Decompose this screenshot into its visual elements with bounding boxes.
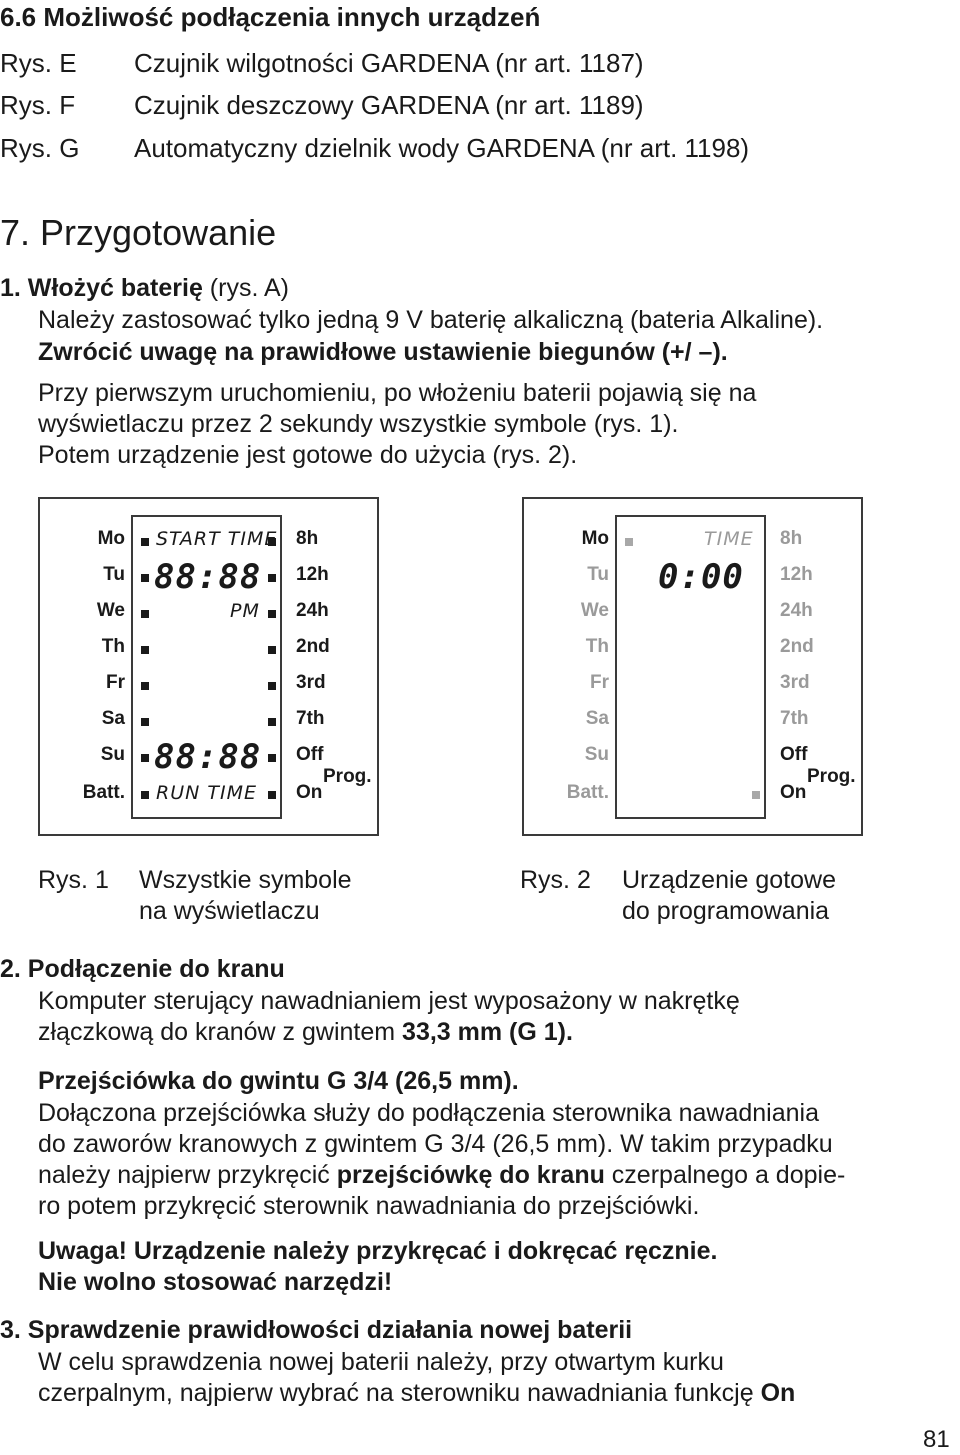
step-1-line-1: Należy zastosować tylko jedną 9 V baterię alkaliczną (bateria Alkaline). (38, 306, 824, 334)
ref-row-f-label: Rys. F (0, 90, 76, 120)
step-1-para-line: Potem urządzenie jest gotowe do użycia (rys. 2). (38, 441, 578, 469)
day-label: Th (585, 636, 609, 657)
day-indicator-icon (141, 718, 149, 726)
day-label: Fr (590, 672, 609, 693)
prog-label: Prog. (807, 766, 856, 787)
day-indicator-icon (141, 610, 149, 618)
ref-row-f-text: Czujnik deszczowy GARDENA (nr art. 1189) (134, 90, 644, 120)
mode-indicator-icon (268, 791, 276, 799)
day-label: We (580, 600, 609, 621)
adapter-line: Dołączona przejściówka służy do podłączenia sterownika nawadniania (38, 1099, 819, 1127)
step-1-para-line: Przy pierwszym uruchomieniu, po włożeniu baterii pojawią się na (38, 379, 757, 407)
page-number: 81 (923, 1426, 950, 1453)
mode-label: 3rd (780, 672, 810, 693)
time-label: TIME (704, 528, 754, 550)
day-label: Sa (101, 708, 125, 729)
day-label: Mo (97, 528, 125, 549)
time-digits: 0:00 (658, 557, 744, 597)
step-3-title: 3. Sprawdzenie prawidłowości działania nowej baterii (0, 1316, 633, 1344)
section-6-6-heading: 6.6 Możliwość podłączenia innych urządzeń (0, 2, 541, 32)
step-3-line (38, 1378, 795, 1409)
mode-label: 24h (296, 600, 329, 621)
step-1-title-bold: 1. Włożyć baterię (0, 274, 203, 302)
step-2-line (38, 1017, 740, 1048)
step-2-title: 2. Podłączenie do kranu (0, 955, 285, 983)
day-label: Th (101, 636, 125, 657)
day-label: Su (584, 744, 609, 765)
battery-indicator-icon (141, 791, 149, 799)
run-time-label: RUN TIME (156, 782, 257, 804)
ref-row-e-text: Czujnik wilgotności GARDENA (nr art. 1187) (134, 48, 644, 78)
mode-label-off: Off (780, 744, 808, 765)
figure-2-ref: Rys. 2 (520, 866, 591, 894)
day-indicator-icon (625, 538, 633, 546)
warning-line: Uwaga! Urządzenie należy przykręcać i dokręcać ręcznie. (38, 1237, 718, 1265)
step-1-title-rest: (rys. A) (202, 274, 289, 302)
start-time-label: START TIME (156, 528, 278, 550)
day-indicator-icon (141, 574, 149, 582)
day-label: Mo (581, 528, 609, 549)
battery-label: Batt. (566, 782, 609, 803)
mode-indicator-icon (268, 718, 276, 726)
day-indicator-icon (141, 754, 149, 762)
adapter-line: ro potem przykręcić sterownik nawadniania do przejściówki. (38, 1192, 700, 1220)
mode-label: 8h (296, 528, 319, 549)
warning-block (38, 1236, 717, 1298)
day-label: Su (100, 744, 125, 765)
section-7-heading: 7. Przygotowanie (0, 212, 277, 253)
ref-row-g-text: Automatyczny dzielnik wody GARDENA (nr art. 1198) (134, 133, 750, 163)
day-label: We (96, 600, 125, 621)
figure-2-caption (622, 865, 836, 927)
mode-indicator-icon (268, 574, 276, 582)
mode-label: 24h (780, 600, 813, 621)
figure-2-caption-line: do programowania (622, 897, 830, 925)
figure-1-caption-line: na wyświetlaczu (139, 897, 320, 925)
day-indicator-icon (141, 538, 149, 546)
ref-row-e-label: Rys. E (0, 48, 77, 78)
step-1-title (0, 273, 289, 304)
mode-indicator-icon (268, 754, 276, 762)
start-time-digits: 88:88 (154, 557, 262, 597)
day-indicator-icon (141, 646, 149, 654)
day-label: Tu (587, 564, 609, 585)
mode-indicator-icon (268, 610, 276, 618)
adapter-line-bold: przejściówkę do kranu (336, 1161, 605, 1189)
mode-label-off: Off (296, 744, 324, 765)
figure-1-ref: Rys. 1 (38, 866, 109, 894)
adapter-title: Przejściówka do gwintu G 3/4 (26,5 mm). (38, 1067, 519, 1095)
step-1-warning: Zwrócić uwagę na prawidłowe ustawienie biegunów (+/ –). (38, 338, 728, 366)
day-label: Tu (103, 564, 125, 585)
day-indicator-icon (141, 682, 149, 690)
battery-label: Batt. (82, 782, 125, 803)
warning-line: Nie wolno stosować narzędzi! (38, 1268, 393, 1296)
day-label: Fr (106, 672, 125, 693)
step-2-body (38, 986, 740, 1048)
day-label: Sa (585, 708, 609, 729)
figure-1-caption (139, 865, 352, 927)
adapter-line (38, 1160, 845, 1191)
mode-label: 7th (780, 708, 809, 729)
mode-label: 8h (780, 528, 803, 549)
step-2-thread-size: 33,3 mm (G 1). (402, 1018, 573, 1046)
ref-row-g-label: Rys. G (0, 133, 80, 163)
mode-label: 7th (296, 708, 325, 729)
display-figure-1 (38, 497, 379, 836)
run-time-digits: 88:88 (154, 737, 262, 777)
mode-indicator-icon (268, 646, 276, 654)
mode-label: 12h (780, 564, 813, 585)
step-1-paragraph (38, 378, 756, 471)
mode-label: 3rd (296, 672, 326, 693)
adapter-paragraph (38, 1098, 845, 1222)
adapter-line-rest: czerpalnego a dopie- (604, 1161, 846, 1189)
mode-label-on: On (296, 782, 323, 803)
step-3-body (38, 1347, 795, 1409)
figure-1-caption-line: Wszystkie symbole (139, 866, 352, 894)
step-3-line: W celu sprawdzenia nowej baterii należy, przy otwartym kurku (38, 1348, 724, 1376)
mode-indicator-icon (752, 791, 760, 799)
mode-label: 2nd (296, 636, 330, 657)
mode-label-on: On (780, 782, 807, 803)
adapter-line-plain: należy najpierw przykręcić (38, 1161, 337, 1189)
figure-2-caption-line: Urządzenie gotowe (622, 866, 837, 894)
pm-indicator: PM (230, 600, 260, 622)
mode-label: 12h (296, 564, 329, 585)
step-3-line-plain: czerpalnym, najpierw wybrać na sterowniku nawadniania funkcję (38, 1379, 761, 1407)
mode-indicator-icon (268, 682, 276, 690)
step-2-line: Komputer sterujący nawadnianiem jest wyposażony w nakrętkę (38, 987, 740, 1015)
adapter-line: do zaworów kranowych z gwintem G 3/4 (26,5 mm). W takim przypadku (38, 1130, 833, 1158)
step-1-para-line: wyświetlaczu przez 2 sekundy wszystkie symbole (rys. 1). (38, 410, 679, 438)
display-figure-2 (522, 497, 863, 836)
step-3-function-on: On (760, 1379, 796, 1407)
prog-label: Prog. (323, 766, 372, 787)
step-2-line-plain: złączkową do kranów z gwintem (38, 1018, 403, 1046)
mode-label: 2nd (780, 636, 814, 657)
